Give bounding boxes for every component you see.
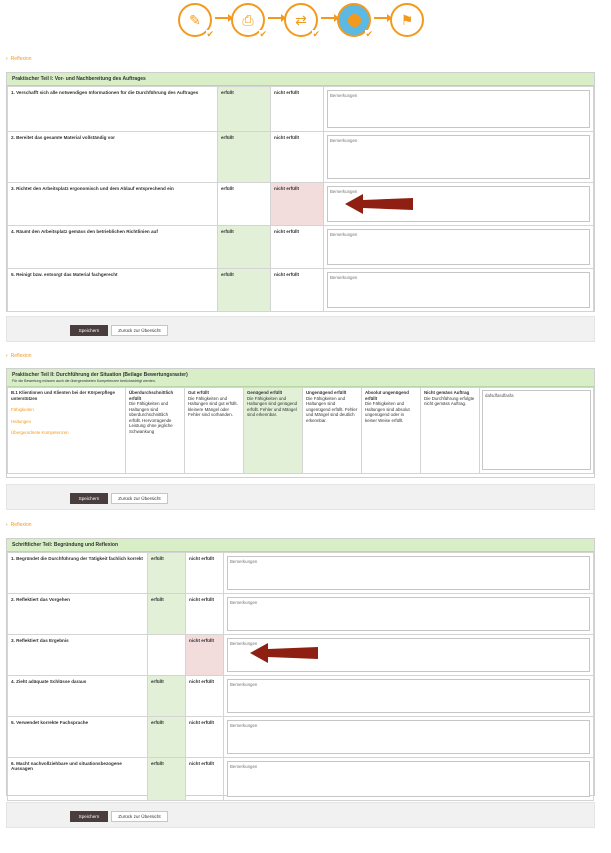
table-row: [8, 226, 594, 269]
grade-option[interactable]: Nicht gemäss Auftrag Die Durchführung erfolgte nicht gemäss Auftrag.: [421, 388, 480, 474]
criterion-label: 5. Verwendet korrekte Fachsprache: [8, 717, 148, 758]
not-fulfilled-option[interactable]: nicht erfüllt: [271, 269, 324, 312]
check-icon: ✔: [206, 29, 214, 39]
criterion-label: 3. Reflektiert das Ergebnis: [8, 635, 148, 676]
criterion-label: 3. Richtet den Arbeitsplatz ergonomisch und dem Ablauf entsprechend ein: [8, 183, 218, 226]
table-row: [8, 132, 594, 183]
competence-cell: [8, 388, 126, 474]
button-bar: [6, 802, 595, 828]
criteria-table: [7, 552, 594, 801]
back-to-overview-button[interactable]: Zurück zur Übersicht: [111, 811, 168, 822]
section-praktisch-2: [6, 368, 595, 478]
criterion-label: 1. Verschafft sich alle notwendigen Informationen für die Durchführung des Auftrages: [8, 87, 218, 132]
remarks-textarea[interactable]: [227, 761, 590, 797]
reflexion-link-2[interactable]: › Reflexion: [6, 353, 32, 359]
section-schriftlich: [6, 538, 595, 796]
section-subtitle: Für die Bewertung müssen auch die übergeordneten Kompetenzen berücksichtigt werden.: [12, 379, 156, 383]
criterion-label: 6. Macht nachvollziehbare und situationsbezogene Aussagen: [8, 758, 148, 801]
section-title: Schriftlicher Teil: Begründung und Reflexion: [7, 539, 594, 552]
fulfilled-option[interactable]: [148, 635, 186, 676]
table-row: [8, 183, 594, 226]
table-row: [8, 553, 594, 594]
remarks-textarea[interactable]: [227, 597, 590, 631]
fulfilled-option[interactable]: erfüllt: [218, 226, 271, 269]
link-haltungen[interactable]: Haltungen: [11, 418, 32, 424]
not-fulfilled-option[interactable]: nicht erfüllt: [271, 183, 324, 226]
not-fulfilled-option[interactable]: nicht erfüllt: [186, 594, 224, 635]
step-arrow-icon: [268, 17, 283, 19]
reflexion-link-1[interactable]: › Reflexion: [6, 56, 32, 62]
grade-option[interactable]: Absolut ungenügend erfüllt Die Fähigkeiten und Haltungen sind absolut ungenügend oder in keiner Weise erfüllt.: [362, 388, 421, 474]
step-current[interactable]: [337, 3, 371, 37]
table-row: [8, 717, 594, 758]
remarks-textarea[interactable]: [482, 390, 591, 470]
progress-stepper: [178, 3, 428, 39]
button-bar: [6, 484, 595, 510]
grading-table: [7, 387, 594, 474]
save-button[interactable]: Speichern: [70, 811, 108, 822]
step-arrow-icon: [215, 17, 230, 19]
fulfilled-option[interactable]: erfüllt: [218, 132, 271, 183]
remarks-textarea[interactable]: [327, 229, 590, 265]
chevron-right-icon: ›: [6, 56, 8, 62]
remarks-textarea[interactable]: [227, 679, 590, 713]
grade-option[interactable]: Ungenügend erfüllt Die Fähigkeiten und Haltungen sind ungenügend erfüllt. Fehler und Mängel sind deutlich erkennbar.: [303, 388, 362, 474]
link-uebergeordnete-kompetenzen[interactable]: Übergeordnete Kompetenzen: [11, 430, 69, 435]
step-finish[interactable]: [390, 3, 424, 37]
fulfilled-option[interactable]: erfüllt: [148, 553, 186, 594]
link-faehigkeiten[interactable]: Fähigkeiten: [11, 407, 34, 412]
table-row: [8, 676, 594, 717]
step-arrow-icon: [374, 17, 389, 19]
criterion-label: 2. Bereitet das gesamte Material vollständig vor: [8, 132, 218, 183]
save-button[interactable]: Speichern: [70, 493, 108, 504]
remarks-textarea[interactable]: [327, 272, 590, 308]
fulfilled-option[interactable]: erfüllt: [148, 717, 186, 758]
not-fulfilled-option[interactable]: nicht erfüllt: [271, 87, 324, 132]
criterion-label: 4. Zieht adäquate Schlüsse daraus: [8, 676, 148, 717]
fulfilled-option[interactable]: erfüllt: [148, 676, 186, 717]
table-row: [8, 758, 594, 801]
criterion-label: 5. Reinigt bzw. entsorgt das Material fachgerecht: [8, 269, 218, 312]
step-edit[interactable]: [178, 3, 212, 37]
criteria-table: [7, 86, 594, 312]
section-title: Praktischer Teil II: Durchführung der Situation (Beilage Bewertungsraster) Für die Bewertung müssen auch die übergeordneten Kompetenzen berücksichtigt werden.: [7, 369, 594, 387]
criterion-label: 2. Reflektiert das Vorgehen: [8, 594, 148, 635]
red-arrow-pointer-icon: [345, 194, 415, 214]
check-icon: ✔: [259, 29, 267, 39]
grade-option-selected[interactable]: Genügend erfüllt Die Fähigkeiten und Haltungen sind genügend erfüllt. Fehler und Mängel sind erkennbar.: [244, 388, 303, 474]
remarks-textarea[interactable]: [227, 720, 590, 754]
not-fulfilled-option[interactable]: nicht erfüllt: [186, 676, 224, 717]
not-fulfilled-option[interactable]: nicht erfüllt: [271, 132, 324, 183]
section-title: Praktischer Teil I: Vor- und Nachbereitung des Auftrages: [7, 73, 594, 86]
button-bar: [6, 316, 595, 342]
save-button[interactable]: Speichern: [70, 325, 108, 336]
check-icon: ✔: [312, 29, 320, 39]
back-to-overview-button[interactable]: Zurück zur Übersicht: [111, 493, 168, 504]
fulfilled-option[interactable]: erfüllt: [148, 758, 186, 801]
check-icon: ✔: [365, 29, 373, 39]
grade-option[interactable]: Überdurchschnittlich erfüllt Die Fähigkeiten und Haltungen sind überdurchschnittlich erfüllt. Hervorragende Leistung ohne jegliche Schwankung: [126, 388, 185, 474]
not-fulfilled-option[interactable]: nicht erfüllt: [186, 758, 224, 801]
remarks-textarea[interactable]: [227, 556, 590, 590]
finish-flag-icon: ⚑: [400, 11, 414, 28]
table-row: [8, 269, 594, 312]
fulfilled-option[interactable]: erfüllt: [218, 183, 271, 226]
current-step-dot-icon: [348, 14, 361, 27]
not-fulfilled-option[interactable]: nicht erfüllt: [186, 553, 224, 594]
step-print[interactable]: [231, 3, 265, 37]
section-praktisch-1: [6, 72, 595, 312]
criterion-label: 4. Räumt den Arbeitsplatz gemäss den betrieblichen Richtlinien auf: [8, 226, 218, 269]
back-to-overview-button[interactable]: Zurück zur Übersicht: [111, 325, 168, 336]
transfer-arrows-icon: ⇄: [295, 11, 307, 28]
printer-icon: ⎙: [242, 11, 254, 28]
red-arrow-pointer-icon: [250, 643, 320, 663]
criterion-label: 1. Begründet die Durchführung der Tätigkeit fachlich korrekt: [8, 553, 148, 594]
grade-option[interactable]: Gut erfüllt Die Fähigkeiten und Haltungen sind gut erfüllt. kleinere Mängel oder Fehler sind vorhanden.: [185, 388, 244, 474]
fulfilled-option[interactable]: erfüllt: [218, 87, 271, 132]
competence-title: B.1 Klientinnen und Klienten bei der Körperpflege unterstützen: [11, 390, 115, 401]
fulfilled-option[interactable]: erfüllt: [148, 594, 186, 635]
table-row: [8, 594, 594, 635]
edit-icon: ✎: [189, 11, 201, 28]
not-fulfilled-option[interactable]: nicht erfüllt: [186, 717, 224, 758]
remarks-textarea[interactable]: [327, 90, 590, 128]
remarks-textarea[interactable]: [327, 135, 590, 179]
reflexion-link-3[interactable]: › Reflexion: [6, 522, 32, 528]
chevron-right-icon: ›: [6, 522, 8, 528]
not-fulfilled-option[interactable]: nicht erfüllt: [186, 635, 224, 676]
step-transfer[interactable]: [284, 3, 318, 37]
chevron-right-icon: ›: [6, 353, 8, 359]
table-row: [8, 87, 594, 132]
step-arrow-icon: [321, 17, 336, 19]
table-row: [8, 388, 594, 474]
not-fulfilled-option[interactable]: nicht erfüllt: [271, 226, 324, 269]
fulfilled-option[interactable]: erfüllt: [218, 269, 271, 312]
